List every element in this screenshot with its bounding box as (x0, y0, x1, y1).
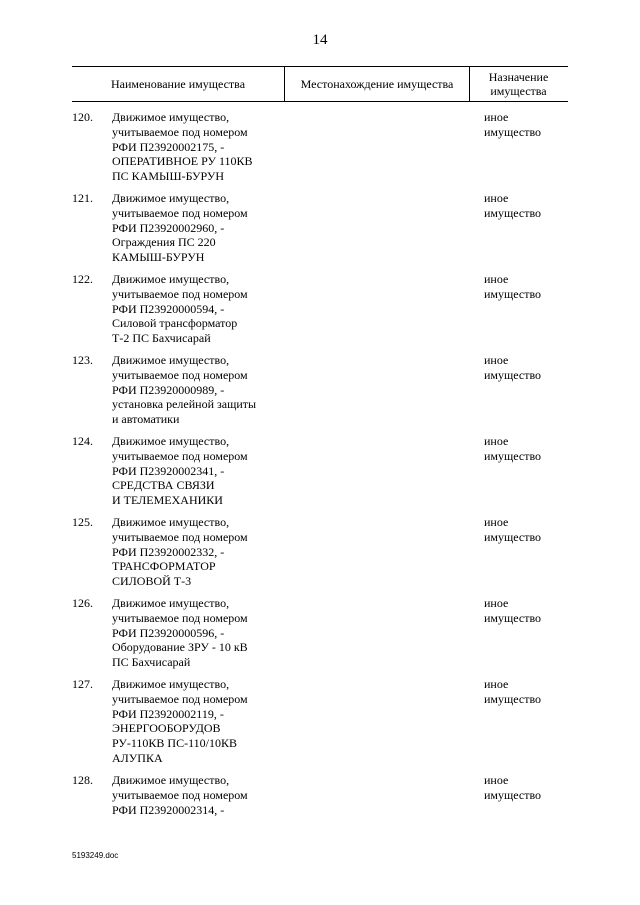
row-purpose: иное имущество (484, 515, 542, 544)
header-location: Местонахождение имущества (284, 67, 470, 101)
row-purpose: иное имущество (484, 677, 542, 706)
row-purpose: иное имущество (484, 272, 542, 301)
row-number: 125. (72, 515, 93, 529)
row-purpose: иное имущество (484, 110, 542, 139)
table-header (72, 66, 568, 102)
row-number: 124. (72, 434, 93, 448)
row-description: Движимое имущество, учитываемое под номером РФИ П23920002332, - ТРАНСФОРМАТОР СИЛОВОЙ Т-3 (112, 515, 248, 589)
row-description: Движимое имущество, учитываемое под номером РФИ П23920002314, - (112, 773, 248, 817)
row-purpose: иное имущество (484, 434, 542, 463)
row-number: 123. (72, 353, 93, 367)
page-number: 14 (312, 32, 328, 48)
row-description: Движимое имущество, учитываемое под номером РФИ П23920002341, - СРЕДСТВА СВЯЗИ И ТЕЛЕМЕХАНИКИ (112, 434, 248, 508)
row-number: 121. (72, 191, 93, 205)
row-number: 127. (72, 677, 93, 691)
row-purpose: иное имущество (484, 773, 542, 802)
header-name: Наименование имущества (110, 77, 246, 91)
row-number: 122. (72, 272, 93, 286)
row-purpose: иное имущество (484, 191, 542, 220)
row-number: 120. (72, 110, 93, 124)
row-number: 126. (72, 596, 93, 610)
row-description: Движимое имущество, учитываемое под номером РФИ П23920002960, - Ограждения ПС 220 КАМЫШ-БУРУН (112, 191, 248, 265)
header-purpose: Назначение имущества (488, 70, 549, 98)
row-description: Движимое имущество, учитываемое под номером РФИ П23920002119, - ЭНЕРГООБОРУДОВ РУ-110КВ ПС-110/10КВ АЛУПКА (112, 677, 248, 765)
row-description: Движимое имущество, учитываемое под номером РФИ П23920000596, - Оборудование ЗРУ - 10 кВ ПС Бахчисарай (112, 596, 248, 670)
row-purpose: иное имущество (484, 596, 542, 625)
document-filename: 5193249.doc (72, 851, 119, 860)
row-description: Движимое имущество, учитываемое под номером РФИ П23920000989, - установка релейной защиты и автоматики (112, 353, 257, 427)
row-description: Движимое имущество, учитываемое под номером РФИ П23920000594, - Силовой трансформатор Т-2 ПС Бахчисарай (112, 272, 248, 346)
row-description: Движимое имущество, учитываемое под номером РФИ П23920002175, - ОПЕРАТИВНОЕ РУ 110КВ ПС КАМЫШ-БУРУН (112, 110, 253, 184)
row-number: 128. (72, 773, 93, 787)
row-purpose: иное имущество (484, 353, 542, 382)
